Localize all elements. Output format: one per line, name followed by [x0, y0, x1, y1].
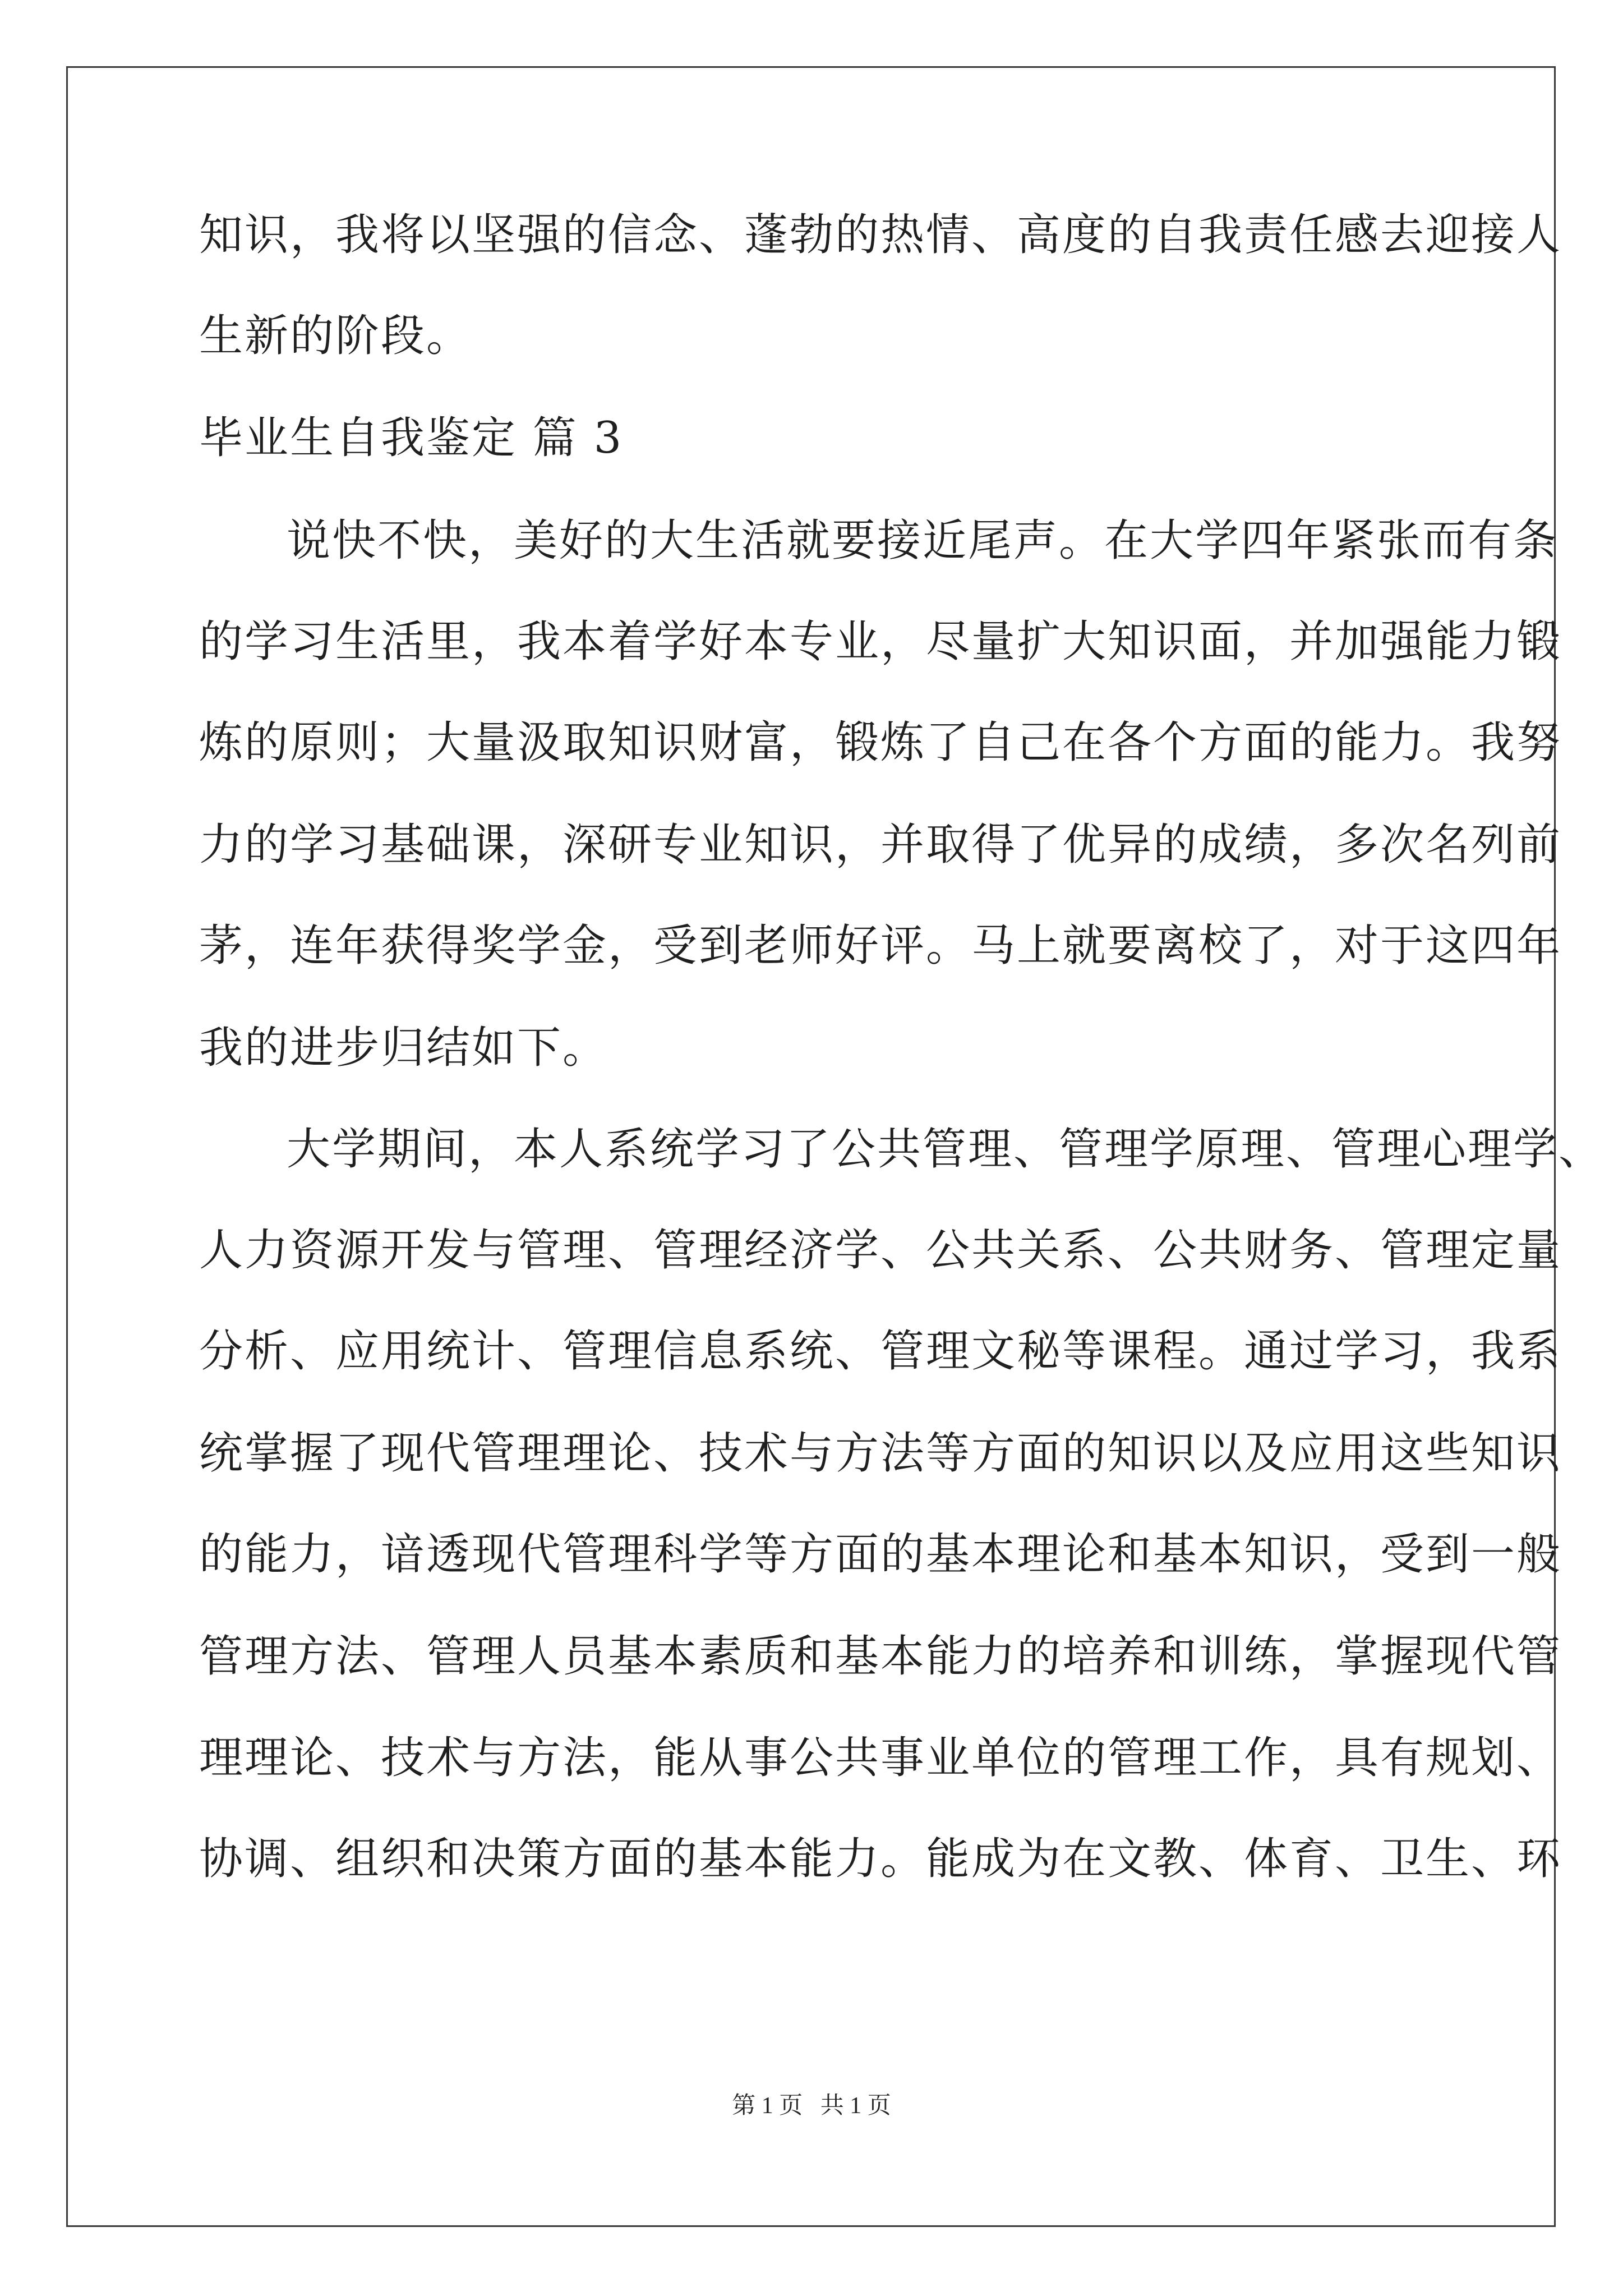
paragraph-1-line-1: 知识，我将以坚强的信念、蓬勃的热情、高度的自我责任感去迎接人 — [199, 210, 1562, 260]
page-number-footer: 第 1 页 共 1 页 — [732, 2093, 891, 2119]
paragraph-1-line-2: 生新的阶段。 — [199, 311, 472, 361]
paragraph-2-line-1: 说快不快，美好的大生活就要接近尾声。在大学四年紧张而有条 — [287, 516, 1559, 566]
paragraph-3-line-1: 大学期间，本人系统学习了公共管理、管理学原理、管理心理学、 — [287, 1124, 1604, 1175]
paragraph-3-line-4: 统掌握了现代管理理论、技术与方法等方面的知识以及应用这些知识 — [199, 1428, 1562, 1479]
paragraph-2-line-3: 炼的原则；大量汲取知识财富，锻炼了自己在各个方面的能力。我努 — [199, 717, 1562, 768]
section-heading: 毕业生自我鉴定 篇 3 — [199, 413, 624, 463]
paragraph-3-line-3: 分析、应用统计、管理信息系统、管理文秘等课程。通过学习，我系 — [199, 1326, 1562, 1377]
paragraph-3-line-5: 的能力，谙透现代管理科学等方面的基本理论和基本知识，受到一般 — [199, 1529, 1562, 1580]
paragraph-3-line-2: 人力资源开发与管理、管理经济学、公共关系、公共财务、管理定量 — [199, 1225, 1562, 1276]
paragraph-2-line-4: 力的学习基础课，深研专业知识，并取得了优异的成绩，多次名列前 — [199, 820, 1562, 870]
paragraph-2-line-5: 茅，连年获得奖学金，受到老师好评。马上就要离校了，对于这四年 — [199, 921, 1562, 971]
paragraph-3-line-6: 管理方法、管理人员基本素质和基本能力的培养和训练，掌握现代管 — [199, 1631, 1562, 1682]
paragraph-2-line-6: 我的进步归结如下。 — [199, 1023, 608, 1073]
paragraph-3-line-7: 理理论、技术与方法，能从事公共事业单位的管理工作，具有规划、 — [199, 1733, 1562, 1783]
paragraph-2-line-2: 的学习生活里，我本着学好本专业，尽量扩大知识面，并加强能力锻 — [199, 616, 1562, 667]
paragraph-3-line-8: 协调、组织和决策方面的基本能力。能成为在文教、体育、卫生、环 — [199, 1834, 1562, 1884]
